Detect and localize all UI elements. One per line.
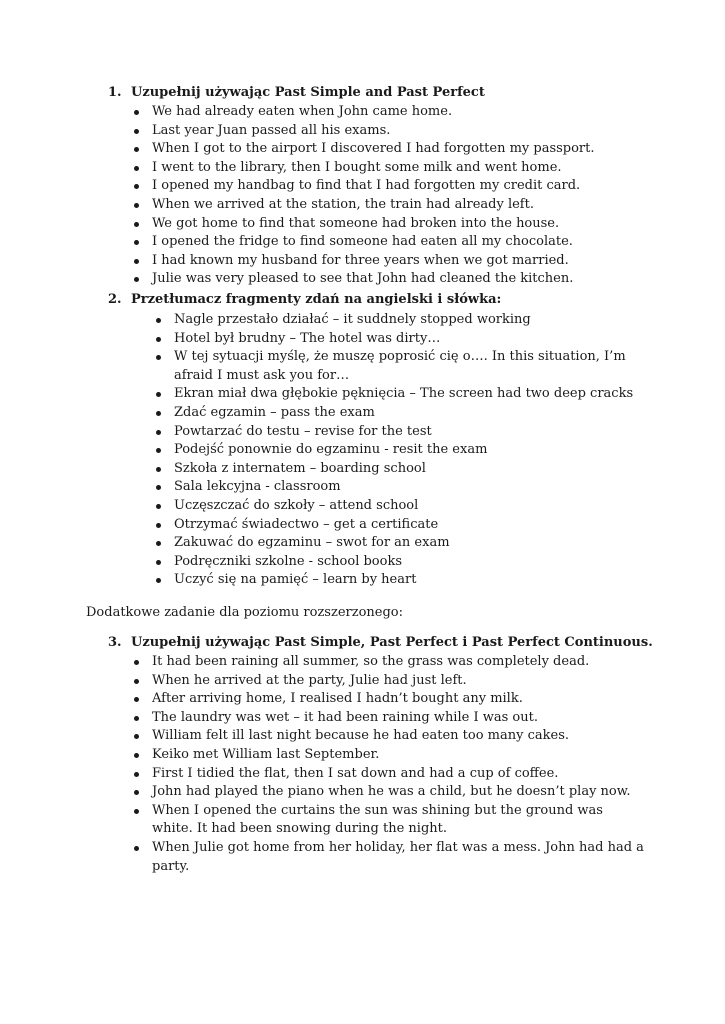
list-item: Zdać egzamin – pass the exam bbox=[174, 404, 648, 423]
list-item: I had known my husband for three years when we got married. bbox=[152, 252, 647, 271]
list-item: When we arrived at the station, the train had already left. bbox=[152, 196, 647, 215]
list-item: The laundry was wet – it had been raining while I was out. bbox=[152, 709, 647, 728]
list-item: Ekran miał dwa głębokie pęknięcia – The screen had two deep cracks bbox=[174, 385, 648, 404]
section-3-list bbox=[152, 653, 647, 876]
list-item: William felt ill last night because he had eaten too many cakes. bbox=[152, 727, 647, 746]
section-1-list bbox=[152, 103, 647, 289]
list-item: It had been raining all summer, so the grass was completely dead. bbox=[152, 653, 647, 672]
list-item: First I tidied the flat, then I sat down and had a cup of coffee. bbox=[152, 765, 647, 784]
section-1-heading bbox=[108, 84, 485, 103]
list-item: Last year Juan passed all his exams. bbox=[152, 122, 647, 141]
list-item: Otrzymać świadectwo – get a certificate bbox=[174, 516, 648, 535]
section-1-number: 1. bbox=[108, 85, 122, 100]
section-2-number: 2. bbox=[108, 292, 122, 307]
list-item: Podręczniki szkolne - school books bbox=[174, 553, 648, 572]
list-item: Szkoła z internatem – boarding school bbox=[174, 460, 648, 479]
list-item: Podejść ponownie do egzaminu - resit the exam bbox=[174, 441, 648, 460]
list-item: John had played the piano when he was a child, but he doesn’t play now. bbox=[152, 783, 647, 802]
list-item: Keiko met William last September. bbox=[152, 746, 647, 765]
list-item: When I opened the curtains the sun was shining but the ground was white. It had been snowing during the night. bbox=[152, 802, 647, 839]
extra-task-note: Dodatkowe zadanie dla poziomu rozszerzonego: bbox=[86, 605, 403, 620]
list-item: Nagle przestało działać – it suddnely stopped working bbox=[174, 311, 648, 330]
list-item: We got home to find that someone had broken into the house. bbox=[152, 215, 647, 234]
list-item: W tej sytuacji myślę, że muszę poprosić cię o…. In this situation, I’m afraid I must ask you for… bbox=[174, 348, 648, 385]
list-item: Zakuwać do egzaminu – swot for an exam bbox=[174, 534, 648, 553]
section-2-list bbox=[174, 311, 648, 590]
list-item: When Julie got home from her holiday, her flat was a mess. John had had a party. bbox=[152, 839, 647, 876]
section-1-title: Uzupełnij używając Past Simple and Past Perfect bbox=[131, 85, 485, 100]
list-item: Julie was very pleased to see that John had cleaned the kitchen. bbox=[152, 270, 647, 289]
list-item: Hotel był brudny – The hotel was dirty… bbox=[174, 330, 648, 349]
list-item: I opened the fridge to find someone had eaten all my chocolate. bbox=[152, 233, 647, 252]
list-item: We had already eaten when John came home. bbox=[152, 103, 647, 122]
list-item: Uczyć się na pamięć – learn by heart bbox=[174, 571, 648, 590]
list-item: I went to the library, then I bought some milk and went home. bbox=[152, 159, 647, 178]
section-3-title: Uzupełnij używając Past Simple, Past Perfect i Past Perfect Continuous. bbox=[131, 635, 653, 650]
list-item: When he arrived at the party, Julie had just left. bbox=[152, 672, 647, 691]
list-item: I opened my handbag to find that I had forgotten my credit card. bbox=[152, 177, 647, 196]
list-item: Sala lekcyjna - classroom bbox=[174, 478, 648, 497]
list-item: After arriving home, I realised I hadn’t bought any milk. bbox=[152, 690, 647, 709]
section-2-heading bbox=[108, 291, 501, 310]
list-item: When I got to the airport I discovered I had forgotten my passport. bbox=[152, 140, 647, 159]
section-3-heading bbox=[108, 634, 653, 653]
section-3-number: 3. bbox=[108, 635, 122, 650]
section-2-title: Przetłumacz fragmenty zdań na angielski i słówka: bbox=[131, 292, 502, 307]
list-item: Uczęszczać do szkoły – attend school bbox=[174, 497, 648, 516]
list-item: Powtarzać do testu – revise for the test bbox=[174, 423, 648, 442]
